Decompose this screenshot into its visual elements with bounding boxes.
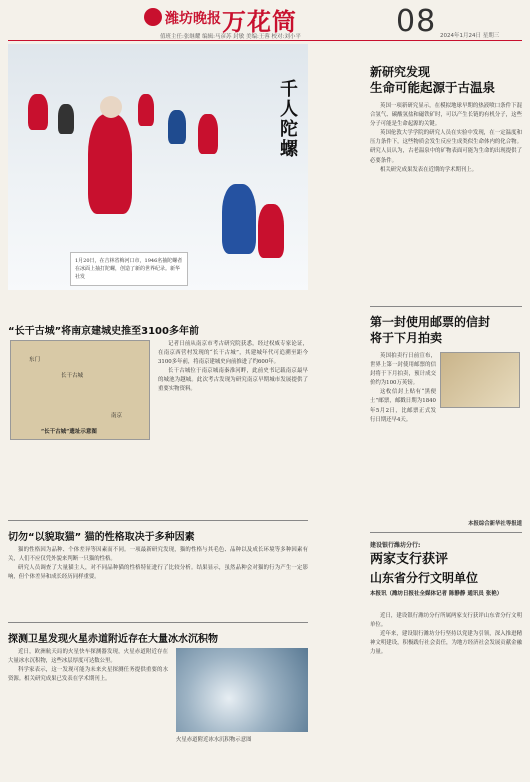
- map-label: 南京: [111, 413, 123, 419]
- stamp-photo: [440, 352, 520, 408]
- map-label: 长干古城: [61, 373, 84, 379]
- cat-paragraph: 猫的性格因为品种、个体差异等因素而不同。一项最新研究发现，猫的性格与其毛色、品种以及成长环境等多种因素有关，人们不应仅凭外貌来判断一只猫的性格。: [8, 547, 308, 563]
- wall-body-right: [158, 340, 308, 500]
- fossil-paragraph: 相关研究成果发表在近期的学术期刊上。: [380, 166, 478, 173]
- map-label: 东门: [29, 357, 41, 363]
- cat-body: [8, 546, 308, 610]
- masthead: [0, 0, 530, 38]
- notice-tag: 建设银行潍坊分行:: [370, 542, 421, 549]
- notice-byline: 本报讯（潍坊日报社全媒体记者 陈静静 通讯员 张艳）: [370, 591, 503, 597]
- column-divider: [370, 532, 522, 533]
- fossil-headline-line2: 生命可能起源于古温泉: [370, 80, 496, 95]
- stamp-headline-line1: 第一封使用邮票的信封: [370, 315, 491, 329]
- page-number: 08: [396, 4, 437, 39]
- mars-body: [8, 648, 168, 776]
- stamp-source: 本报综合新华社等报道: [468, 521, 522, 527]
- cat-headline: 切勿“以貌取猫” 猫的性格取决于多种因素: [8, 532, 195, 543]
- column-divider: [370, 306, 522, 307]
- newspaper-logo-icon: [144, 8, 162, 26]
- wall-map: [10, 340, 150, 440]
- section-name: 万花筒: [222, 7, 297, 36]
- fossil-paragraph: 英国伦敦大学学院的研究人员在实验中发现，在一定温度和压力条件下，这些物质会发生反应生成类似生命体内的化合物。研究人员认为，古老温泉中的矿物表面可能为生命的出现提供了必要条件。: [370, 130, 522, 164]
- stamp-headline-line2: 将于下月拍卖: [370, 331, 443, 345]
- feature-title: 千人陀螺: [280, 79, 298, 160]
- cat-paragraph: 研究人员调查了大量猫主人，对不同品种猫的性格特征进行了比较分析。结果显示，虽然品种会对猫的行为产生一定影响，但个体差异和成长经历同样重要。: [8, 565, 308, 581]
- map-title: “长干古城”遗址示意图: [41, 429, 97, 435]
- newspaper-logo: 潍坊晚报: [165, 11, 221, 27]
- mars-paragraph: 近日，欧洲航天局的火星快车探测器发现，火星赤道附近存在大量冰水沉积物，这些冰层厚度可达数公里。: [8, 649, 168, 665]
- notice-body: [370, 612, 522, 776]
- notice-paragraph: 近年来，建设银行潍坊分行坚持以党建为引领，深入推进精神文明建设，积极践行社会责任，为地方经济社会发展贡献金融力量。: [370, 631, 522, 656]
- notice-headline-line1: 两家支行获评: [370, 552, 449, 567]
- fossil-body: [370, 102, 522, 298]
- mars-paragraph: 科学家表示，这一发现可能为未来火星探测任务提供重要的水资源。相关研究成果已发表在学术期刊上。: [8, 667, 168, 683]
- mars-headline: 探测卫星发现火星赤道附近存在大量冰水沉积物: [8, 634, 218, 645]
- feature-caption: 1月20日，在吉林省梅河口市，1946名抽陀螺者在冰面上抽打陀螺，创造了新的世界纪录。新华社发: [70, 252, 188, 286]
- column-divider: [8, 622, 308, 623]
- wall-headline: “长干古城”将南京建城史推至3100多年前: [8, 326, 199, 337]
- issue-date: 2024年1月24日 星期三: [440, 33, 500, 39]
- notice-paragraph: 近日，建设银行潍坊分行所属两家支行获评山东省分行文明单位。: [370, 613, 522, 629]
- fossil-headline-line1: 新研究发现: [370, 65, 431, 79]
- column-divider: [8, 520, 308, 521]
- wall-paragraph: 记者日前从南京市考古研究院获悉，经过权威专家论证，在南京西营村发现的“长干古城”，其建城年代可追溯至距今3100多年前，将南京建城史向前推进了约600年。: [158, 341, 308, 366]
- editor-credits: 值班主任:张继耀 编辑:马彦苏 封敏 美编:王蓉 校对:刘小平: [160, 34, 301, 40]
- stamp-paragraph: 英国拍卖行日前宣布，世界上第一封使用邮票的信封将于下月拍卖，预计成交价约为100万英镑。: [370, 353, 436, 387]
- stamp-body: [370, 352, 436, 512]
- stamp-paragraph: 这枚信封上贴有“黑便士”邮票，邮戳日期为1840年5月2日，比邮票正式发行日期还早4天。: [370, 389, 436, 423]
- notice-headline-line2: 山东省分行文明单位: [370, 571, 479, 585]
- masthead-rule: [8, 40, 522, 41]
- fossil-paragraph: 英国一项新研究显示，在模拟地球早期的热液喷口条件下混合氢气、碳酸氢盐和磁铁矿时，可以产生长链的有机分子，这些分子可能是生命起源的关键。: [370, 103, 522, 128]
- mars-photo-caption: 火星赤道附近冰水沉积物示意图: [176, 737, 252, 743]
- wall-paragraph: 长干古城位于南京城南秦淮河畔，此前史书记载南京最早的城池为越城。此次考古发现为研究南京早期城市发展提供了重要实物资料。: [158, 368, 308, 393]
- mars-photo: [176, 648, 308, 732]
